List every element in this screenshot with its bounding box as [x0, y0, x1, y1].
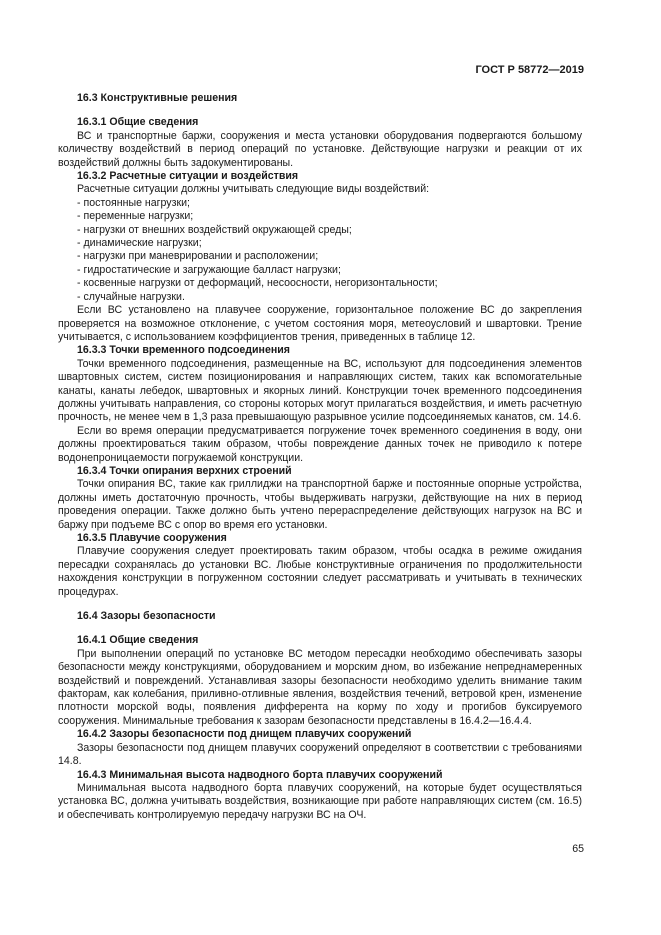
list-item: - случайные нагрузки.: [77, 290, 185, 303]
spacer: [58, 623, 582, 634]
paragraph: При выполнении операций по установке ВС методом пересадки необходимо обеспечивать зазоры безопасности между конструкциями, оборудованием и морским дном, во избежание непреднамеренных воздействий и повреждений. Устанавливая зазоры безопасности необходимо уделить внимание таким факторам, как колебания, приливно-отливные явления, воздействия течений, ветровой крен, изменение плотности морской воды, появления дифферента на корму по ходу и прогибов буксируемого сооружения. Минимальные требования к зазорам безопасности представлены в 16.4.2—16.4.4.: [58, 647, 582, 727]
paragraph: Минимальная высота надводного борта плавучих сооружений, на которые будет осуществляться установка ВС, должна учитывать воздействия, возникающие при работе направляющих систем (см. 16.5) и обеспечивать контролируемую передачу нагрузки ВС на ОЧ.: [58, 781, 582, 821]
subsection-heading: 16.3.5 Плавучие сооружения: [77, 532, 227, 544]
paragraph: Если ВС установлено на плавучее сооружение, горизонтальное положение ВС до закрепления проверяется на возможное отклонение, с учетом состояния моря, метеоусловий и швартовки. Трение учитывается, с использованием коэффициентов трения, приведенных в таблице 12.: [58, 304, 582, 343]
paragraph: Зазоры безопасности под днищем плавучих сооружений определяют в соответствии с требованиями 14.8.: [58, 741, 582, 768]
spacer: [58, 599, 582, 610]
list-item: - нагрузки при маневрировании и расположении;: [77, 250, 319, 263]
subsection-heading: 16.3.4 Точки опирания верхних строений: [77, 464, 292, 477]
list-item: - гидростатические и загружающие балласт нагрузки;: [77, 263, 341, 276]
section-heading: 16.4 Зазоры безопасности: [77, 610, 216, 623]
list-item: - постоянные нагрузки;: [77, 196, 190, 209]
list-item: - косвенные нагрузки от деформаций, несоосности, негоризонтальности;: [77, 277, 438, 290]
paragraph: Точки опирания ВС, такие как гриллиджи на транспортной барже и постоянные опорные устройства, должны иметь достаточную прочность, чтобы выдерживать нагрузки, действующие на них в период проведения операции. Также должно быть учтено перераспределение действующих нагрузок на ВС и баржу при подъеме ВС с опор во время его установки.: [58, 478, 582, 531]
paragraph: ВС и транспортные баржи, сооружения и места установки оборудования подвергаются большому количеству воздействий в период операций по установке. Действующие нагрузки и реакции от их воздействий должны быть задокументированы.: [58, 129, 582, 169]
subsection-heading: 16.3.2 Расчетные ситуации и воздействия: [77, 170, 299, 183]
subsection-heading: 16.4.1 Общие сведения: [77, 634, 199, 647]
document-body: [58, 92, 582, 822]
paragraph: Точки временного подсоединения, размещенные на ВС, используют для подсоединения элементов швартовных систем, систем позиционирования и направляющих систем, таких как вспомогательные канаты, канаты лебедок, швартовных и якорных линий. Конструкции точек временного подсоединения должны учитывать направления, со стороны которых могут прилагаться воздействия, и иметь расчетную прочность, не менее чем в 1,3 раза превышающую разрывное усилие подсоединяемых канатов, см. 14.6.: [58, 357, 582, 424]
list-item: - нагрузки от внешних воздействий окружающей среды;: [77, 223, 352, 236]
subsection-heading: 16.4.3 Минимальная высота надводного борта плавучих сооружений: [77, 768, 443, 781]
section-heading: 16.3 Конструктивные решения: [77, 92, 238, 104]
subsection-heading: 16.4.2 Зазоры безопасности под днищем плавучих сооружений: [77, 728, 412, 741]
subsection-heading: 16.3.1 Общие сведения: [77, 116, 199, 129]
spacer: [58, 105, 582, 116]
list-item: - динамические нагрузки;: [77, 237, 202, 250]
paragraph: Плавучие сооружения следует проектировать таким образом, чтобы осадка в режиме ожидания пересадки сохранялась до установки ВС. Любые конструктивные ограничения по продолжительности нахождения конструкции в погруженном состоянии следует рассматривать и учитывать в технических процедурах.: [58, 545, 582, 598]
paragraph: Если во время операции предусматривается погружение точек временного соединения в воду, они должны проектироваться таким образом, чтобы повреждение данных точек не приводило к потере водонепроницаемости погружаемой конструкции.: [58, 424, 582, 464]
paragraph: Расчетные ситуации должны учитывать следующие виды воздействий:: [77, 183, 430, 196]
page-number: 65: [572, 843, 584, 855]
document-header: ГОСТ Р 58772—2019: [475, 64, 584, 76]
list-item: - переменные нагрузки;: [77, 210, 194, 223]
subsection-heading: 16.3.3 Точки временного подсоединения: [77, 344, 290, 357]
